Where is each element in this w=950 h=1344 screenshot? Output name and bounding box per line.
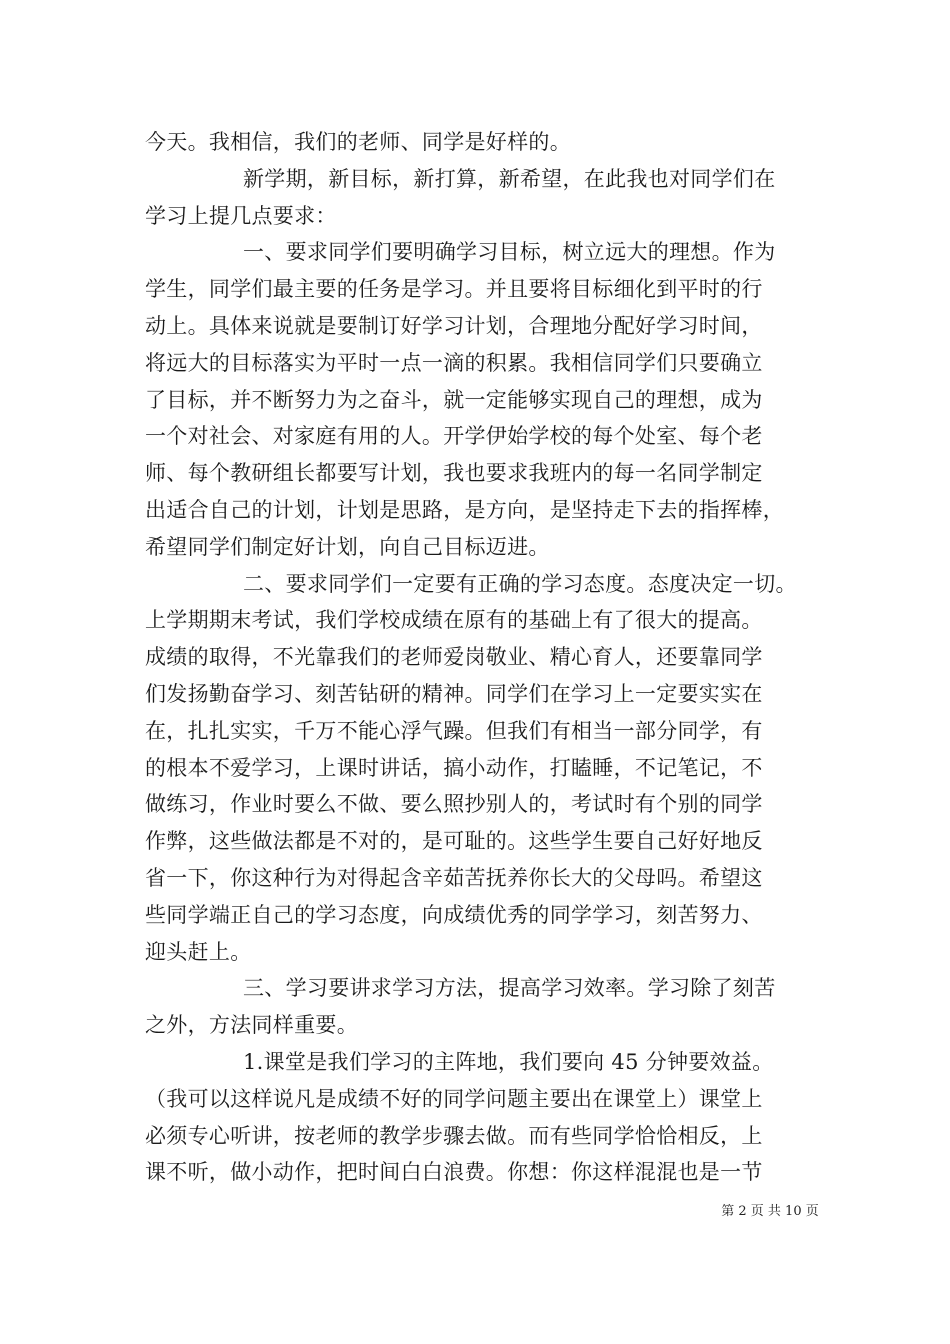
- text-line: 师、每个教研组长都要写计划，我也要求我班内的每一名同学制定: [145, 461, 763, 486]
- text-line: 的根本不爱学习，上课时讲话，搞小动作，打瞌睡，不记笔记，不: [145, 755, 763, 780]
- text-line: 三、学习要讲求学习方法，提高学习效率。学习除了刻苦: [243, 976, 776, 1001]
- page-number-footer: 第 2 页 共 10 页: [721, 1204, 819, 1219]
- text-line: 二、要求同学们一定要有正确的学习态度。态度决定一切。: [243, 571, 797, 596]
- text-line: 出适合自己的计划，计划是思路，是方向，是坚持走下去的指挥棒，: [145, 497, 784, 522]
- text-line: 迎头赶上。: [145, 939, 252, 964]
- text-line: 必须专心听讲，按老师的教学步骤去做。而有些同学恰恰相反，上: [145, 1123, 763, 1148]
- text-line: 一、要求同学们要明确学习目标，树立远大的理想。作为: [243, 240, 776, 265]
- text-line: 希望同学们制定好计划，向自己目标迈进。: [145, 534, 550, 559]
- text-line: 作弊，这些做法都是不对的，是可耻的。这些学生要自己好好地反: [145, 829, 763, 854]
- text-line: 在，扎扎实实，千万不能心浮气躁。但我们有相当一部分同学，有: [145, 718, 763, 743]
- text-line: 今天。我相信，我们的老师、同学是好样的。: [145, 130, 571, 154]
- body-text: [145, 124, 815, 1191]
- text-line: 动上。具体来说就是要制订好学习计划，合理地分配好学习时间，: [145, 313, 763, 338]
- text-line: 了目标，并不断努力为之奋斗，就一定能够实现自己的理想，成为: [145, 387, 763, 412]
- text-line: 们发扬勤奋学习、刻苦钻研的精神。同学们在学习上一定要实实在: [145, 681, 763, 706]
- text-line: 成绩的取得，不光靠我们的老师爱岗敬业、精心育人，还要靠同学: [145, 645, 763, 670]
- text-line: 之外，方法同样重要。: [145, 1013, 358, 1038]
- text-line: 新学期，新目标，新打算，新希望，在此我也对同学们在: [243, 166, 776, 191]
- text-line: 些同学端正自己的学习态度，向成绩优秀的同学学习，刻苦努力、: [145, 902, 763, 927]
- text-line: 学生，同学们最主要的任务是学习。并且要将目标细化到平时的行: [145, 277, 763, 302]
- text-line: 省一下，你这种行为对得起含辛茹苦抚养你长大的父母吗。希望这: [145, 865, 763, 890]
- text-line: 上学期期末考试，我们学校成绩在原有的基础上有了很大的提高。: [145, 608, 763, 633]
- text-line: 将远大的目标落实为平时一点一滴的积累。我相信同学们只要确立: [145, 350, 763, 375]
- text-line: 1.课堂是我们学习的主阵地，我们要向 45 分钟要效益。: [243, 1049, 774, 1074]
- text-line: 课不听，做小动作，把时间白白浪费。你想：你这样混混也是一节: [145, 1160, 763, 1185]
- text-line: 学习上提几点要求：: [145, 203, 337, 228]
- text-line: 做练习，作业时要么不做、要么照抄别人的，考试时有个别的同学: [145, 792, 763, 817]
- text-line: 一个对社会、对家庭有用的人。开学伊始学校的每个处室、每个老: [145, 424, 763, 449]
- text-line: （我可以这样说凡是成绩不好的同学问题主要出在课堂上）课堂上: [145, 1086, 763, 1111]
